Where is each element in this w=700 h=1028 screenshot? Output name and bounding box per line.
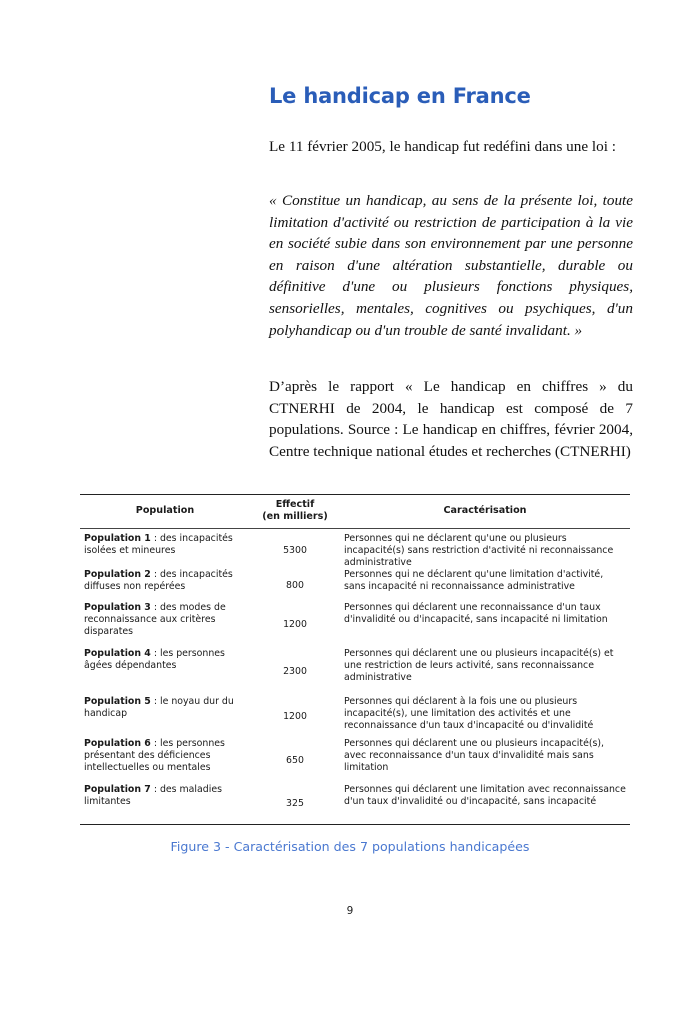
- effectif-cell: 2300: [283, 666, 307, 677]
- caracterisation-cell: Personnes qui déclarent une ou plusieurs incapacité(s), avec reconnaissance d'un taux d'invalidité mais sans limitation: [344, 738, 605, 773]
- header-effectif-line2: (en milliers): [262, 511, 328, 522]
- caracterisation-cell: Personnes qui déclarent une reconnaissance d'un taux d'invalidité ou d'incapacité, sans incapacité ni limitation: [344, 602, 608, 625]
- effectif-cell: 650: [286, 755, 304, 766]
- page-number: 9: [346, 905, 354, 917]
- population-name: Population 7: [84, 784, 151, 795]
- population-cell: [80, 648, 250, 696]
- caracterisation-cell: Personnes qui ne déclarent qu'une ou plusieurs incapacité(s) sans restriction d'activité ni reconnaissance administrative: [344, 533, 614, 568]
- population-name: Population 6: [84, 738, 151, 749]
- effectif-cell: 800: [286, 579, 304, 591]
- caracterisation-cell: Personnes qui déclarent une limitation avec reconnaissance d'un taux d'invalidité ou d'incapacité, sans incapacité: [344, 784, 626, 807]
- table-row: [80, 784, 630, 824]
- population-cell: [80, 696, 250, 738]
- population-desc: : des incapacités diffuses non repérées: [84, 569, 233, 592]
- header-caracterisation: Caractérisation: [340, 495, 630, 529]
- population-desc: : le noyau dur du handicap: [84, 696, 234, 719]
- table-header-row: [80, 495, 630, 529]
- population-desc: : des modes de reconnaissance aux critères disparates: [84, 602, 226, 637]
- caracterisation-cell: Personnes qui ne déclarent qu'une limitation d'activité, sans incapacité ni reconnaissance administrative: [344, 569, 604, 592]
- population-name: Population 2: [84, 569, 151, 580]
- population-cell: [80, 602, 250, 648]
- population-name: Population 1: [84, 533, 151, 544]
- header-effectif: [250, 495, 340, 529]
- population-desc: : les personnes présentant des déficiences intellectuelles ou mentales: [84, 738, 225, 773]
- population-name: Population 5: [84, 696, 151, 707]
- population-cell: [80, 738, 250, 784]
- caracterisation-cell: Personnes qui déclarent à la fois une ou plusieurs incapacité(s), une limitation des activités et une reconnaissance d'un taux d'incapacité ou d'invalidité: [344, 696, 594, 731]
- table-row: [80, 696, 630, 738]
- section-heading: Le handicap en France: [269, 84, 531, 108]
- populations-table: [80, 494, 630, 825]
- population-name: Population 4: [84, 648, 151, 659]
- population-desc: : des incapacités isolées et mineures: [84, 533, 233, 556]
- header-population: Population: [80, 495, 250, 529]
- population-cell: [80, 569, 250, 602]
- caracterisation-cell: Personnes qui déclarent une ou plusieurs incapacité(s) et une restriction de leurs activité, sans reconnaissance administrative: [344, 648, 614, 683]
- table-row: [80, 529, 630, 570]
- table-row: [80, 738, 630, 784]
- population-cell: [80, 784, 250, 824]
- table-row: [80, 569, 630, 602]
- table-row: [80, 602, 630, 648]
- effectif-cell: 1200: [283, 619, 307, 630]
- header-effectif-line1: Effectif: [275, 499, 315, 510]
- law-quote-paragraph: « Constitue un handicap, au sens de la présente loi, toute limitation d'activité ou restriction de participation à la vie en société subie dans son environnement par une personne en raison d'une altération substantielle, durable ou définitive d'une ou plusieurs fonctions physiques, sensorielles, mentales, cognitives ou psychiques, d'un polyhandicap ou d'un trouble de santé invalidant. »: [269, 192, 633, 339]
- report-paragraph: D’après le rapport « Le handicap en chiffres » du CTNERHI de 2004, le handicap est composé de 7 populations. Source : Le handicap en chiffres, février 2004, Centre technique national études et recherches (CTNERHI): [269, 378, 633, 460]
- effectif-cell: 325: [286, 798, 304, 809]
- population-name: Population 3: [84, 602, 151, 613]
- table-row: [80, 648, 630, 696]
- effectif-cell: 1200: [283, 711, 307, 722]
- population-cell: [80, 529, 250, 570]
- population-desc: : des maladies limitantes: [84, 784, 222, 807]
- effectif-cell: 5300: [283, 545, 307, 556]
- figure-caption: Figure 3 - Caractérisation des 7 populations handicapées: [170, 839, 530, 854]
- intro-paragraph: Le 11 février 2005, le handicap fut redéfini dans une loi :: [269, 138, 616, 155]
- population-desc: : les personnes âgées dépendantes: [84, 648, 225, 671]
